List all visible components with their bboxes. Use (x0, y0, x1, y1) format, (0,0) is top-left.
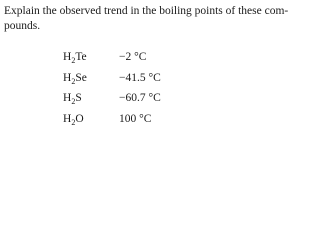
formula-subscript: 2 (71, 117, 76, 127)
table-row (63, 47, 161, 68)
formula-element-h: H (63, 71, 72, 84)
formula-element: Te (75, 51, 87, 64)
table-row (63, 68, 161, 89)
compound-formula (63, 47, 119, 68)
compound-formula (63, 109, 119, 130)
table-row (63, 88, 161, 109)
formula-element-h: H (63, 112, 72, 125)
table-row (63, 109, 161, 130)
formula-subscript: 2 (71, 97, 76, 107)
boiling-point-value: −2 °C (119, 51, 147, 64)
compound-formula (63, 68, 119, 89)
compound-formula (63, 88, 119, 109)
boiling-point-value: −41.5 °C (119, 71, 161, 84)
question-line-1: Explain the observed trend in the boiling points of these com- (4, 5, 289, 17)
formula-subscript: 2 (71, 56, 76, 66)
formula-element: S (75, 92, 82, 105)
formula-element-h: H (63, 92, 72, 105)
question-line-2: pounds. (4, 20, 41, 32)
boiling-point-value: 100 °C (119, 112, 152, 125)
formula-element: Se (75, 71, 87, 84)
boiling-point-value: −60.7 °C (119, 92, 161, 105)
formula-subscript: 2 (71, 76, 76, 86)
question-text (4, 4, 304, 34)
boiling-point-table (63, 47, 161, 129)
formula-element: O (75, 112, 84, 125)
formula-element-h: H (63, 51, 72, 64)
